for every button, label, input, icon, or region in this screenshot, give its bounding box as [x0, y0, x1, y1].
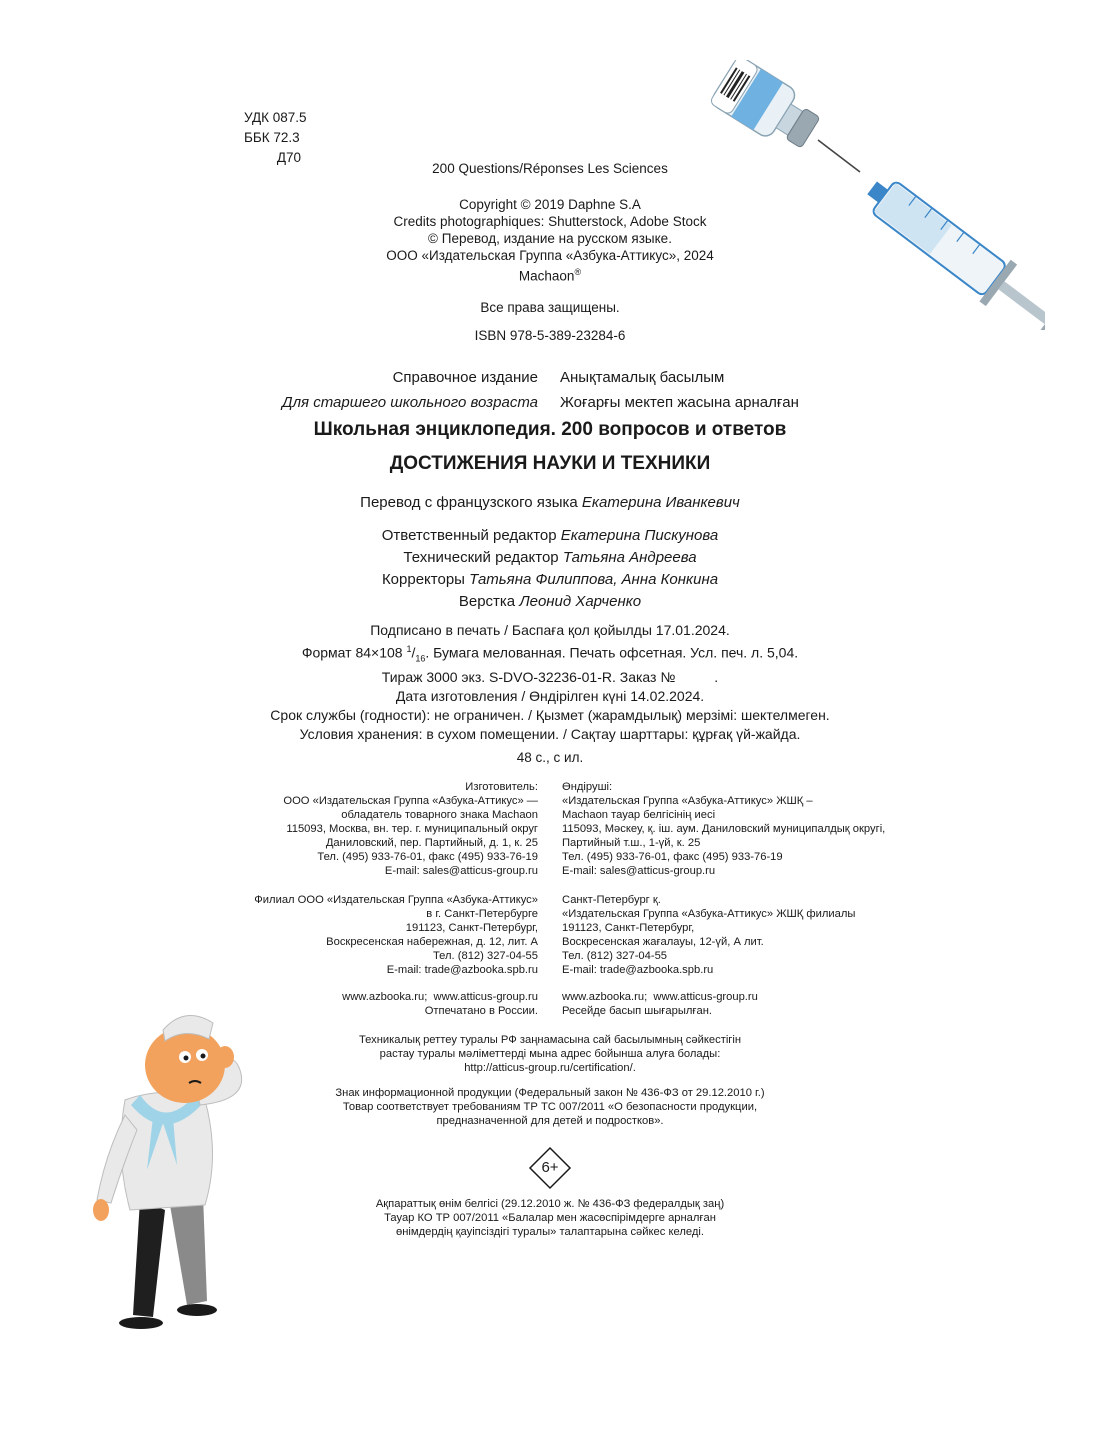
signed-line: Подписано в печать / Баспаға қол қойылды 17.01.2024.: [370, 622, 730, 638]
imprint-name: Machaon: [518, 268, 575, 284]
branch-kz-line: Воскресенская жағалауы, 12-үй, А лит.: [562, 936, 764, 948]
format-line: [0, 640, 1100, 668]
branch-ru-line: E-mail: trade@azbooka.spb.ru: [386, 964, 538, 976]
age-ru-text: Для старшего школьного возраста: [282, 394, 538, 411]
edition-type-kz: [560, 366, 724, 390]
edition-type-kz-text: Анықтамалық басылым: [560, 369, 725, 386]
proof-names: Татьяна Филиппова, Анна Конкина: [469, 571, 719, 588]
proof-label: Корректоры: [381, 571, 465, 588]
storage-line: Условия хранения: в сухом помещении. / Сақтау шарттары: құрғақ үй-жайда.: [299, 726, 801, 743]
original-title: 200 Questions/Réponses Les Sciences: [432, 161, 668, 176]
manufacturer-ru-line: обладатель товарного знака Machaon: [341, 809, 538, 821]
manufacturer-kz-line: «Издательская Группа «Азбука-Аттикус» ЖШҚ –: [562, 795, 813, 807]
edition-type-ru-text: Справочное издание: [392, 369, 538, 386]
age-rating-badge: [528, 1146, 572, 1190]
web-kz-links: www.azbooka.ru; www.atticus-group.ru: [562, 991, 758, 1003]
pages-line: 48 с., с ил.: [516, 750, 584, 765]
vial-icon: [709, 60, 825, 157]
branch-ru: [254, 893, 538, 977]
manufacturer-kz-line: Партийный т.ш., 1-үй, к. 25: [562, 837, 701, 849]
run-line: Тираж 3000 экз. S-DVO-32236-01-R. Заказ № .: [381, 669, 719, 686]
made-line: Дата изготовления / Өндірілген күні 14.02.2024.: [395, 688, 705, 705]
footer-kz-line: өнімдердің қауіпсіздігі туралы» талаптарына сәйкес келеді.: [396, 1226, 704, 1238]
translation-line: © Перевод, издание на русском языке.: [428, 231, 672, 246]
branch-kz-line: E-mail: trade@azbooka.spb.ru: [562, 964, 714, 976]
series-title: Школьная энциклопедия. 200 вопросов и ответов: [313, 419, 787, 440]
branch-kz-line: 191123, Санкт-Петербург,: [562, 922, 695, 934]
layout-line: [0, 591, 1100, 613]
editor-line: [0, 525, 1100, 547]
manufacturer-kz-line: E-mail: sales@atticus-group.ru: [562, 865, 716, 877]
manufacturer-ru-line: ООО «Издательская Группа «Азбука-Аттикус» —: [283, 795, 538, 807]
manufacturer-kz-line: Тел. (495) 933-76-01, факс (495) 933-76-19: [562, 851, 783, 863]
age-kz: [560, 391, 799, 415]
classification-codes: [244, 108, 307, 168]
format-num: 1: [406, 644, 412, 654]
branch-kz-line: Санкт-Петербург қ.: [562, 894, 661, 906]
certification-line: Техникалық реттеу туралы РФ заңнамасына сай басылымның сәйкестігін: [358, 1034, 742, 1046]
print-details: [0, 621, 1100, 744]
tech-editor-label: Технический редактор: [403, 549, 559, 566]
manufacturer-kz-line: Өндіруші:: [562, 781, 613, 793]
publisher-line: ООО «Издательская Группа «Азбука-Аттикус», 2024: [386, 248, 714, 263]
author-code: Д70: [276, 150, 301, 165]
branch-kz-line: «Издательская Группа «Азбука-Аттикус» ЖШҚ филиалы: [562, 908, 856, 920]
editor-label: Ответственный редактор: [381, 527, 557, 544]
age-rating-text: 6+: [541, 1159, 559, 1176]
manufacturer-ru: [283, 780, 538, 878]
certification-line: растау туралы мәліметтерді мына адрес бойынша алуға болады:: [379, 1048, 721, 1060]
branch-kz: [562, 893, 855, 977]
format-slash: /: [411, 644, 416, 661]
tech-editor-name: Татьяна Андреева: [562, 549, 697, 566]
certification-url: http://atticus-group.ru/certification/.: [464, 1062, 636, 1074]
format-post: . Бумага мелованная. Печать офсетная. Усл. печ. л. 5,04.: [425, 644, 799, 661]
manufacturer-kz-line: Machaon тауар белгісінің иесі: [562, 809, 716, 821]
branch-ru-line: Тел. (812) 327-04-55: [432, 950, 538, 962]
manufacturer-ru-line: E-mail: sales@atticus-group.ru: [384, 865, 538, 877]
info-sign-line: Знак информационной продукции (Федеральный закон № 436-ФЗ от 29.12.2010 г.): [335, 1087, 765, 1099]
translator-line: [0, 492, 1100, 514]
shelf-line: Срок службы (годности): не ограничен. / Қызмет (жарамдылық) мерзімі: шектелмеген.: [270, 707, 830, 724]
credits-line: Credits photographiques: Shutterstock, Adobe Stock: [393, 214, 707, 229]
footer-kz-line: Тауар КО ТР 007/2011 «Балалар мен жасөспірімдерге арналған: [384, 1212, 716, 1224]
udk-code: УДК 087.5: [244, 110, 307, 125]
age-kz-text: Жоғарғы мектеп жасына арналған: [560, 394, 799, 411]
imprint-line: [0, 264, 1100, 285]
copyright-line: Copyright © 2019 Daphne S.A: [459, 197, 641, 212]
branch-ru-line: Воскресенская набережная, д. 12, лит. А: [326, 936, 538, 948]
branch-ru-line: Филиал ООО «Издательская Группа «Азбука-Аттикус»: [254, 894, 538, 906]
branch-kz-line: Тел. (812) 327-04-55: [562, 950, 668, 962]
web-kz: [562, 990, 758, 1018]
proof-line: [0, 569, 1100, 591]
layout-label: Верстка: [458, 593, 516, 610]
web-ru-links: www.azbooka.ru; www.atticus-group.ru: [342, 991, 538, 1003]
format-den: 16: [415, 653, 426, 664]
syringe-illustration: [700, 60, 1045, 330]
format-pre: Формат 84×108: [301, 644, 403, 661]
translator-name: Екатерина Иванкевич: [581, 494, 740, 511]
info-sign-line: Товар соответствует требованиям ТР ТС 007/2011 «О безопасности продукции,: [342, 1101, 758, 1113]
web-ru: [342, 990, 538, 1018]
footer-kz-line: Ақпараттық өнім белгісі (29.12.2010 ж. № 436-ФЗ федералдық заң): [375, 1198, 725, 1210]
manufacturer-ru-line: Тел. (495) 933-76-01, факс (495) 933-76-19: [317, 851, 538, 863]
branch-ru-line: 191123, Санкт-Петербург,: [405, 922, 538, 934]
printed-in-ru: Отпечатано в России.: [424, 1005, 538, 1017]
translator-label: Перевод с французского языка: [360, 494, 578, 511]
rights-line: Все права защищены.: [480, 300, 620, 315]
manufacturer-ru-line: Изготовитель:: [465, 781, 538, 793]
sailor-character-illustration: [85, 1005, 285, 1345]
layout-name: Леонид Харченко: [519, 593, 642, 610]
manufacturer-ru-line: 115093, Москва, вн. тер. г. муниципальный округ: [286, 823, 538, 835]
manufacturer-ru-line: Даниловский, пер. Партийный, д. 1, к. 25: [325, 837, 538, 849]
manufacturer-kz-line: 115093, Мәскеу, қ. іш. аум. Даниловский муниципалдық округі,: [562, 823, 886, 835]
editor-name: Екатерина Пискунова: [560, 527, 719, 544]
registered-mark: ®: [574, 267, 582, 277]
main-title: ДОСТИЖЕНИЯ НАУКИ И ТЕХНИКИ: [389, 453, 711, 474]
printed-in-kz: Ресейде басып шығарылған.: [562, 1005, 712, 1017]
info-sign-line: предназначенной для детей и подростков».: [436, 1115, 664, 1127]
copyright-block: [0, 196, 1100, 285]
isbn-line: ISBN 978-5-389-23284-6: [474, 328, 626, 343]
branch-ru-line: в г. Санкт-Петербурге: [426, 908, 538, 920]
manufacturer-kz: [562, 780, 885, 878]
tech-editor-line: [0, 547, 1100, 569]
bbk-code: ББК 72.3: [244, 130, 300, 145]
